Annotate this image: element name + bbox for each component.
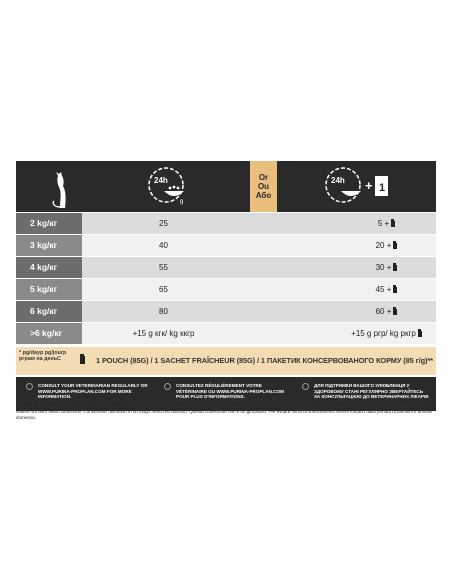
- or-word-fr: Ou: [257, 182, 270, 191]
- table-row: [16, 322, 436, 344]
- info-icon: [302, 383, 309, 390]
- weight-label: 6 kg/кг: [16, 301, 82, 322]
- wet-amount: 20 +: [277, 235, 436, 256]
- dry-food-header: [82, 161, 250, 212]
- table-row: [16, 278, 436, 300]
- table-row: [16, 300, 436, 322]
- clock-bowl-pouch-icon: [277, 161, 436, 212]
- pouch-icon: [418, 331, 422, 337]
- cat-cell: [16, 161, 82, 212]
- weight-label: 5 kg/кг: [16, 279, 82, 300]
- wet-amount: 45 +: [277, 279, 436, 300]
- dry-amount: 40: [82, 235, 277, 256]
- weight-label: 3 kg/кг: [16, 235, 82, 256]
- or-word-uk: Або: [255, 191, 272, 200]
- info-icon: [26, 383, 33, 390]
- or-separator: [250, 161, 277, 212]
- feeding-table: [16, 161, 436, 411]
- weight-label: 4 kg/кг: [16, 257, 82, 278]
- mixed-food-header: [277, 161, 436, 212]
- advice-en-text: CONSULT YOUR VETERINARIAN REGULARLY OR WWW.PURINA-PROPLAN.COM FOR MORE INFORMATION.: [38, 383, 148, 400]
- info-icon: [164, 383, 171, 390]
- pouch-icon: [393, 309, 397, 315]
- pouch-icon: [393, 243, 397, 249]
- wet-amount: +15 g pгр/ kg pкгр: [277, 323, 436, 344]
- weight-label: 2 kg/кг: [16, 213, 82, 234]
- table-row: [16, 234, 436, 256]
- clock-bowl-icon: [82, 161, 250, 212]
- pouch-icon: [391, 221, 395, 227]
- dry-amount: 55: [82, 257, 277, 278]
- cat-silhouette-icon: [16, 161, 82, 212]
- plus-sign: +: [365, 178, 373, 193]
- table-row: [16, 256, 436, 278]
- pouch-icon: [80, 356, 85, 364]
- advice-uk-text: ДЛЯ ПІДТРИМКИ ВАШОГО УЛЮБЛЕНЦЯ У ЗДОРОВОМУ СТАНІ РЕГУЛЯРНО ЗВЕРТАЙТЕСЬ ЗА КОНСУЛЬТАЦІЄЮ ДО ВЕТЕРИНАРНИХ ЛІКАРІВ: [314, 383, 429, 400]
- wet-amount: 30 +: [277, 257, 436, 278]
- clock-label-right: 24h: [331, 176, 345, 185]
- pouch-icon: [393, 287, 397, 293]
- clock-label: 24h: [154, 176, 168, 185]
- pouch-icon: [393, 265, 397, 271]
- wet-amount: 5 +: [277, 213, 436, 234]
- usage-instructions: Modalità d'uso: le quantità di cibo, volte a mantenere un'ideale condizione corporea, variano in base all'età del gatto, al livello di attività e all'ambiente. Controlla il peso del tuo gatto e modifica di conseguenza le razioni di cibo. Lasciare sempre a disposizione acqua fresca e pulita. Per la salute del tuo gatto, consulta regolarmente il tuo medico veterinario. Da consumarsi preferibilmente entro/N° di reg. stab./N° lotto: vedere sul retro della confezione. Conservare l'alimento in un luogo fresco ed asciutto. Questa confezione non è un giocattolo. Per evitare rischi di soffocamento tenere lontano dalla portata di bambini e animali domestici.: [16, 398, 433, 420]
- table-row: [16, 212, 436, 234]
- wet-amount: 60 +: [277, 301, 436, 322]
- dry-amount: 65: [82, 279, 277, 300]
- per-day-note: * pg/dayp pg/jourp pграм на деньС: [19, 350, 67, 362]
- bowl-unit-label: g: [180, 199, 184, 205]
- pouch-text: 1 POUCH (85G) / 1 SACHET FRAÎCHEUR (85G) / 1 ПАКЕТИК КОНСЕРВОВАНОГО КОРМУ (85 г/g)**: [96, 356, 433, 365]
- dry-amount: 80: [82, 301, 277, 322]
- weight-label: >6 kg/кг: [16, 323, 82, 344]
- advice-fr-text: CONSULTEZ RÉGULIÈREMENT VOTRE VÉTÉRINAIRE OU WWW.PURINA-PROPLAN.COM POUR PLUS D'INFORMATIONS.: [176, 383, 284, 400]
- dry-amount: 25: [82, 213, 277, 234]
- pouch-count: 1: [379, 182, 386, 194]
- table-header: [16, 161, 436, 212]
- dry-amount: +15 g кгк/ kg ккгр: [82, 323, 277, 344]
- or-word-en: Or: [258, 173, 269, 182]
- pouch-row: [16, 347, 436, 375]
